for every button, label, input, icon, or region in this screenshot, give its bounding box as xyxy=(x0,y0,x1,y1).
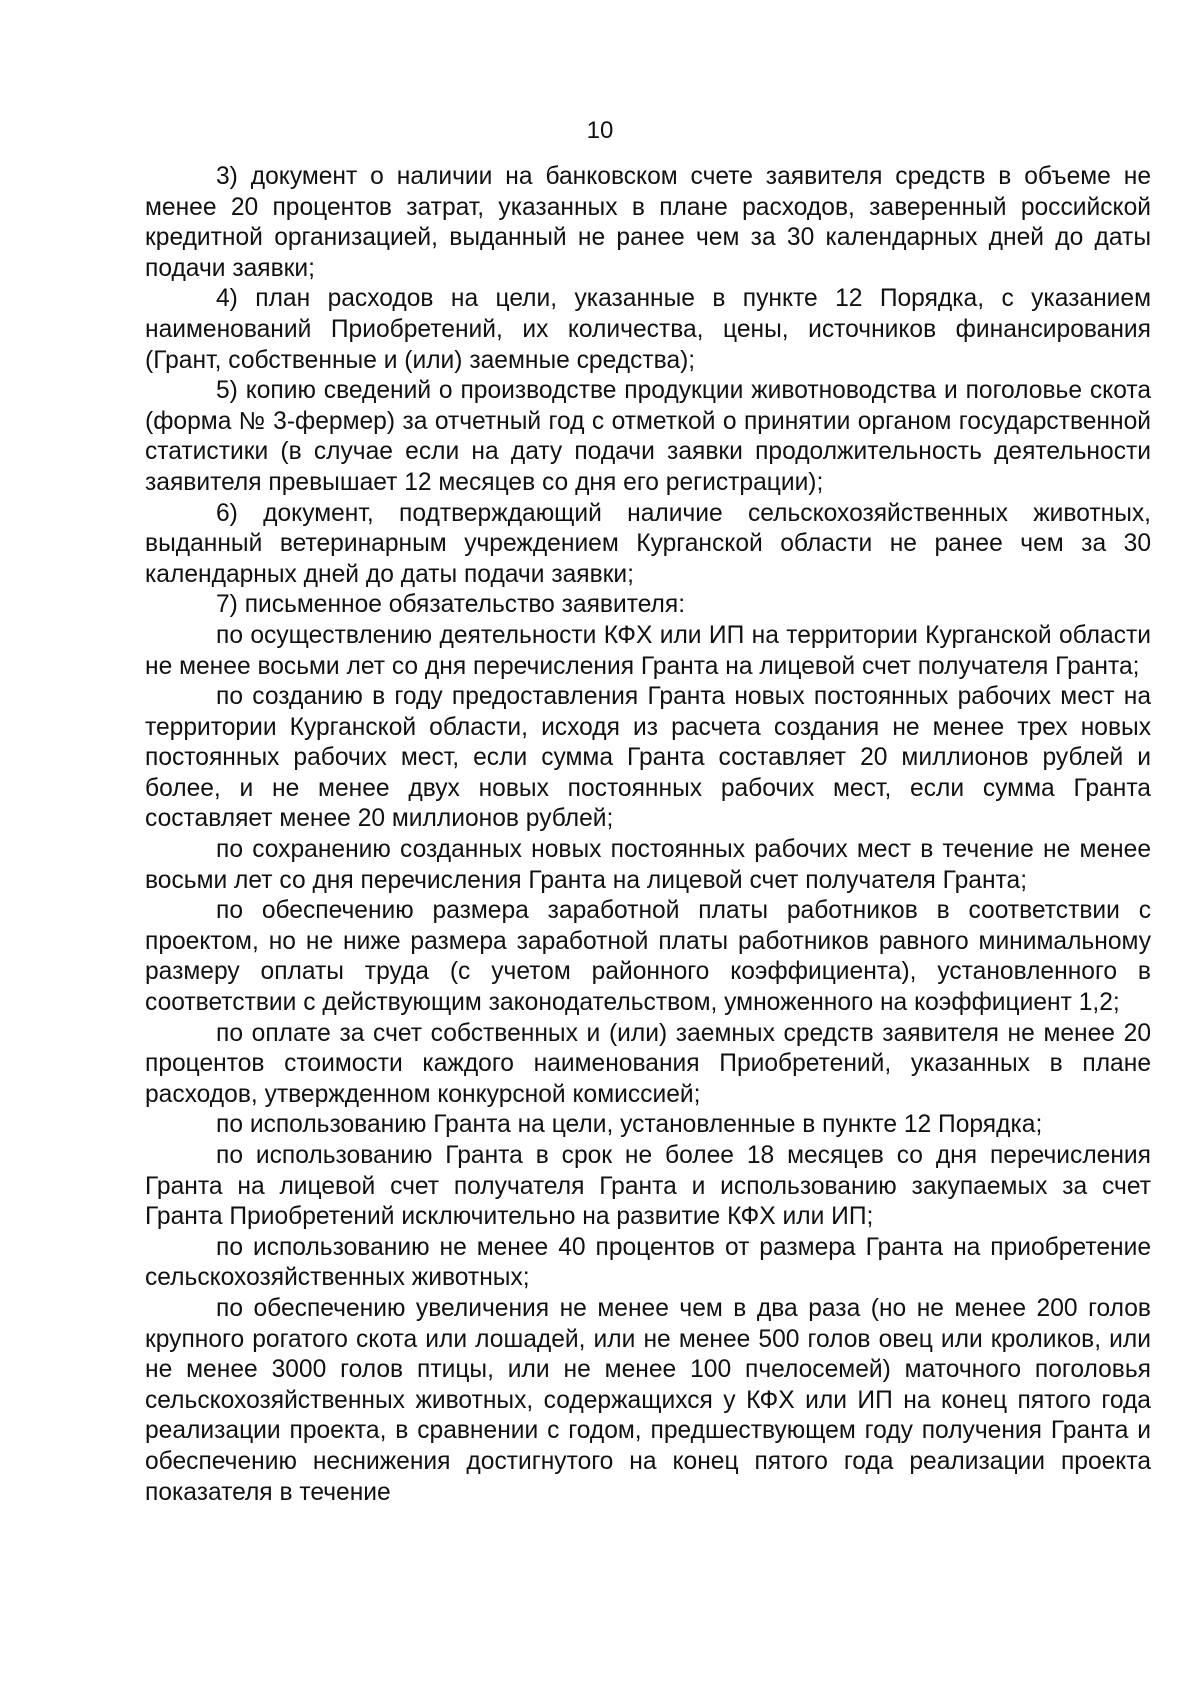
paragraph-item-3: 3) документ о наличии на банковском счете заявителя средств в объеме не менее 20 процентов затрат, указанных в плане расходов, заверенный российской кредитной организацией, выданный не ранее чем за 30 календарных дней до даты подачи заявки; xyxy=(145,163,1151,282)
obligation-grant-term: по использованию Гранта в срок не более 18 месяцев со дня перечисления Гранта на лицевой счет получателя Гранта и использованию закупаемых за счет Гранта Приобретений исключительно на развитие КФХ или ИП; xyxy=(145,1142,1151,1231)
obligation-livestock-share: по использованию не менее 40 процентов от размера Гранта на приобретение сельскохозяйственных животных; xyxy=(145,1233,1151,1292)
obligation-activity: по осуществлению деятельности КФХ или ИП на территории Курганской области не менее восьми лет со дня перечисления Гранта на лицевой счет получателя Гранта; xyxy=(145,621,1151,680)
obligation-keep-jobs: по сохранению созданных новых постоянных рабочих мест в течение не менее восьми лет со дня перечисления Гранта на лицевой счет получателя Гранта; xyxy=(145,836,1151,894)
paragraph-item-4: 4) план расходов на цели, указанные в пункте 12 Порядка, с указанием наименований Приобретений, их количества, цены, источников финансирования (Грант, собственные и (или) заемные средства); xyxy=(145,285,1151,374)
obligation-grant-purpose: по использованию Гранта на цели, установленные в пункте 12 Порядка; xyxy=(216,1111,1043,1139)
obligation-co-funding: по оплате за счет собственных и (или) заемных средств заявителя не менее 20 процентов стоимости каждого наименования Приобретений, указанных в плане расходов, утвержденном конкурсной комиссией; xyxy=(145,1019,1151,1108)
document-body xyxy=(145,162,1151,1508)
obligation-salary: по обеспечению размера заработной платы работников в соответствии с проектом, но не ниже размера заработной платы работников равного минимальному размеру оплаты труда (с учетом районного коэффициента), установленного в соответствии с действующим законодательством, умноженного на коэффициент 1,2; xyxy=(145,897,1151,1017)
paragraph-item-5: 5) копию сведений о производстве продукции животноводства и поголовье скота (форма № 3-фермер) за отчетный год с отметкой о принятии органом государственной статистики (в случае если на дату подачи заявки продолжительность деятельности заявителя превышает 12 месяцев со дня его регистрации); xyxy=(145,377,1151,496)
obligation-create-jobs: по созданию в году предоставления Гранта новых постоянных рабочих мест на территории Курганской области, исходя из расчета создания не менее трех новых постоянных рабочих мест, если сумма Гранта составляет 20 миллионов рублей и более, и не менее двух новых постоянных рабочих мест, если сумма Гранта составляет менее 20 миллионов рублей; xyxy=(145,683,1151,833)
paragraph-item-6: 6) документ, подтверждающий наличие сельскохозяйственных животных, выданный ветеринарным учреждением Курганской области не ранее чем за 30 календарных дней до даты подачи заявки; xyxy=(145,499,1151,588)
paragraph-item-7: 7) письменное обязательство заявителя: xyxy=(216,591,686,619)
page-number: 10 xyxy=(586,117,614,144)
obligation-herd-increase: по обеспечению увеличения не менее чем в два раза (но не менее 200 голов крупного рогатого скота или лошадей, или не менее 500 голов овец или кроликов, или не менее 3000 голов птицы, или не менее 100 пчелосемей) маточного поголовья сельскохозяйственных животных, содержащихся у КФХ или ИП на конец пятого года реализации проекта, в сравнении с годом, предшествующем году получения Гранта и обеспечению неснижения достигнутого на конец пятого года реализации проекта показателя в течение xyxy=(145,1294,1151,1506)
